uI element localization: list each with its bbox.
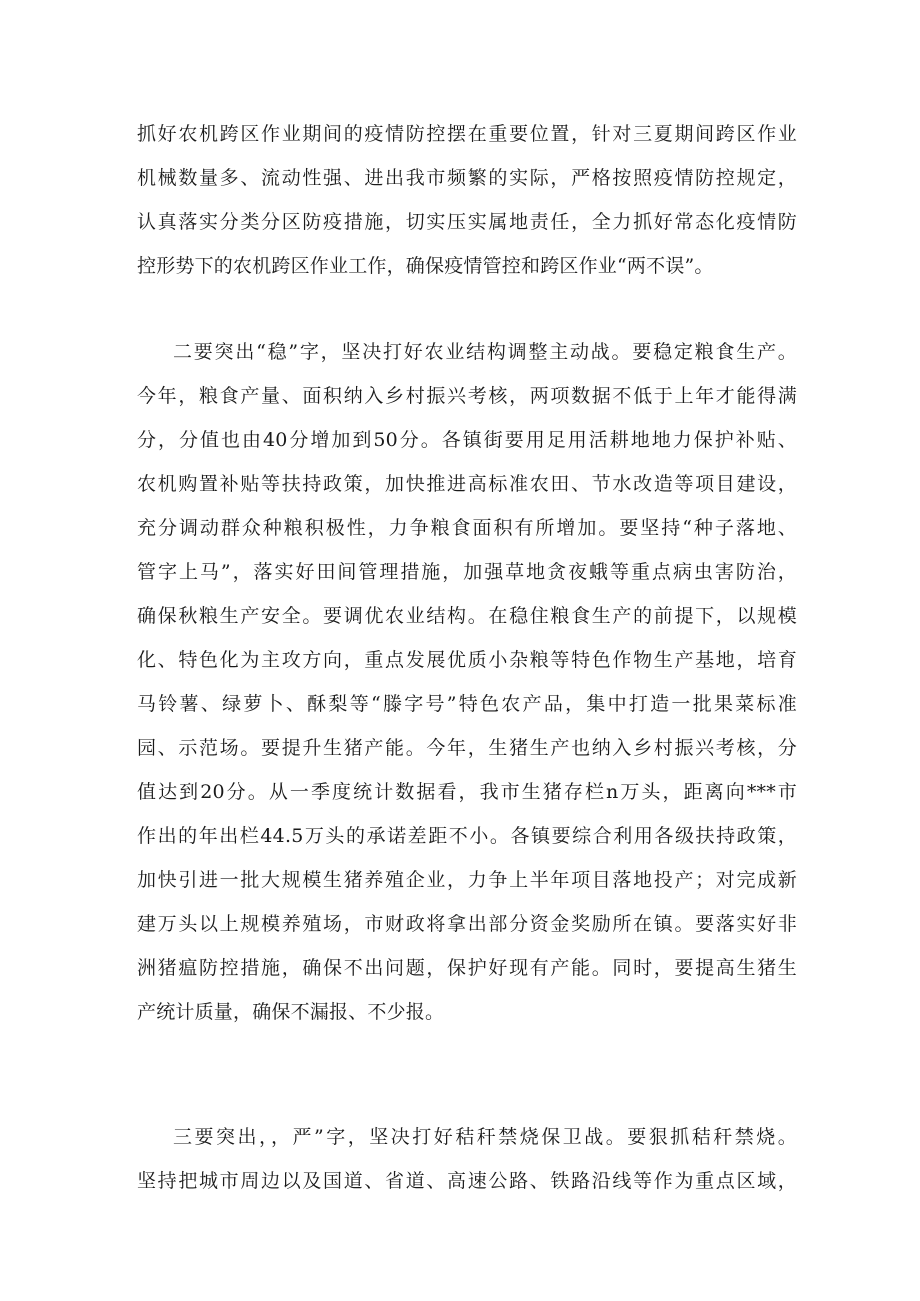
text-line: 园、示范场。要提升生猪产能。今年，生猪生产也纳入乡村振兴考核，分 — [137, 737, 797, 759]
text-line: 三要突出，，严”字，坚决打好秸秆禁烧保卫战。要狠抓秸秆禁烧。 — [173, 1126, 797, 1148]
text-line: 值达到20分。从一季度统计数据看，我市生猪存栏n万头，距离向***市 — [137, 781, 797, 803]
text-line: 加快引进一批大规模生猪养殖企业，力争上半年项目落地投产；对完成新 — [137, 869, 797, 891]
text-line: 分，分值也由40分增加到50分。各镇街要用足用活耕地地力保护补贴、 — [137, 429, 797, 451]
text-line: 认真落实分类分区防疫措施，切实压实属地责任，全力抓好常态化疫情防 — [137, 211, 797, 233]
text-line: 洲猪瘟防控措施，确保不出问题，保护好现有产能。同时，要提高生猪生 — [137, 957, 797, 979]
text-line: 抓好农机跨区作业期间的疫情防控摆在重要位置，针对三夏期间跨区作业 — [137, 123, 797, 145]
text-line: 确保秋粮生产安全。要调优农业结构。在稳住粮食生产的前提下，以规模 — [137, 605, 797, 627]
paragraph-3 — [137, 1115, 797, 1203]
text-line: 二要突出“稳”字，坚决打好农业结构调整主动战。要稳定粮食生产。 — [173, 341, 797, 363]
text-line: 坚持把城市周边以及国道、省道、高速公路、铁路沿线等作为重点区域， — [137, 1170, 797, 1192]
text-line: 控形势下的农机跨区作业工作，确保疫情管控和跨区作业“两不误”。 — [137, 255, 714, 277]
text-line: 充分调动群众种粮积极性，力争粮食面积有所增加。要坚持“种子落地、 — [137, 517, 797, 539]
paragraph-2 — [137, 330, 797, 1034]
text-line: 化、特色化为主攻方向，重点发展优质小杂粮等特色作物生产基地，培育 — [137, 649, 797, 671]
text-line: 作出的年出栏44.5万头的承诺差距不小。各镇要综合利用各级扶持政策， — [137, 825, 797, 847]
text-line: 建万头以上规模养殖场，市财政将拿出部分资金奖励所在镇。要落实好非 — [137, 913, 797, 935]
text-line: 今年，粮食产量、面积纳入乡村振兴考核，两项数据不低于上年才能得满 — [137, 385, 797, 407]
text-line: 产统计质量，确保不漏报、不少报。 — [137, 1001, 445, 1023]
paragraph-1 — [137, 112, 797, 288]
text-line: 农机购置补贴等扶持政策，加快推进高标准农田、节水改造等项目建设， — [137, 473, 797, 495]
text-line: 管字上马”，落实好田间管理措施，加强草地贪夜蛾等重点病虫害防治， — [137, 561, 797, 583]
text-line: 机械数量多、流动性强、进出我市频繁的实际，严格按照疫情防控规定， — [137, 167, 797, 189]
text-line: 马铃薯、绿萝卜、酥梨等“滕字号”特色农产品，集中打造一批果菜标准 — [137, 693, 797, 715]
